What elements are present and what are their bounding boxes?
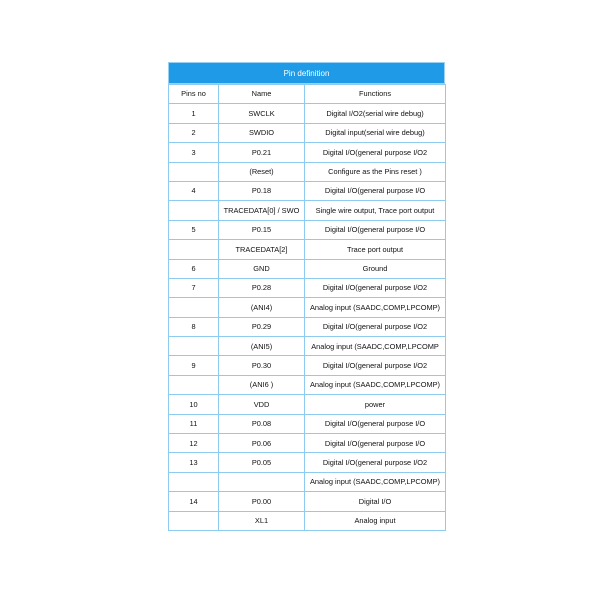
table-row bbox=[169, 259, 446, 278]
table-row bbox=[169, 278, 446, 297]
pin-function-cell: Digital I/O(general purpose I/O2 bbox=[305, 143, 446, 162]
table-row bbox=[169, 414, 446, 433]
pin-function-cell: Digital I/O(general purpose I/O bbox=[305, 414, 446, 433]
table-row bbox=[169, 240, 446, 259]
header-functions: Functions bbox=[305, 85, 446, 104]
pin-number-cell: 10 bbox=[169, 395, 219, 414]
pin-function-cell: Trace port output bbox=[305, 240, 446, 259]
pin-number-cell: 11 bbox=[169, 414, 219, 433]
table-row bbox=[169, 356, 446, 375]
table-row bbox=[169, 220, 446, 239]
table-row bbox=[169, 143, 446, 162]
pin-definition-sheet bbox=[168, 62, 445, 531]
table-row bbox=[169, 453, 446, 472]
pin-number-cell: 8 bbox=[169, 317, 219, 336]
pin-number-cell bbox=[169, 201, 219, 220]
pin-function-cell: Digital I/O(general purpose I/O2 bbox=[305, 453, 446, 472]
pin-function-cell: Analog input (SAADC,COMP,LPCOMP) bbox=[305, 375, 446, 394]
header-name: Name bbox=[219, 85, 305, 104]
pin-name-cell: P0.05 bbox=[219, 453, 305, 472]
pin-name-cell: P0.18 bbox=[219, 181, 305, 200]
pin-name-cell: P0.00 bbox=[219, 492, 305, 511]
table-row bbox=[169, 395, 446, 414]
table-row bbox=[169, 511, 446, 530]
pin-number-cell: 5 bbox=[169, 220, 219, 239]
pin-number-cell bbox=[169, 511, 219, 530]
pin-name-cell: (ANI5) bbox=[219, 337, 305, 356]
pin-number-cell: 4 bbox=[169, 181, 219, 200]
pin-function-cell: Analog input (SAADC,COMP,LPCOMP bbox=[305, 337, 446, 356]
table-row bbox=[169, 162, 446, 181]
pin-number-cell bbox=[169, 472, 219, 491]
pin-number-cell bbox=[169, 375, 219, 394]
pin-number-cell: 2 bbox=[169, 123, 219, 142]
pin-function-cell: Single wire output, Trace port output bbox=[305, 201, 446, 220]
header-row bbox=[169, 85, 446, 104]
table-row bbox=[169, 104, 446, 123]
pin-number-cell bbox=[169, 240, 219, 259]
pin-number-cell: 14 bbox=[169, 492, 219, 511]
pin-name-cell: SWCLK bbox=[219, 104, 305, 123]
pin-name-cell: P0.29 bbox=[219, 317, 305, 336]
pin-name-cell: SWDIO bbox=[219, 123, 305, 142]
table-row bbox=[169, 492, 446, 511]
pin-name-cell: (ANI6 ) bbox=[219, 375, 305, 394]
pin-function-cell: Digital I/O(general purpose I/O bbox=[305, 181, 446, 200]
pin-number-cell bbox=[169, 162, 219, 181]
pin-name-cell: (ANI4) bbox=[219, 298, 305, 317]
pin-name-cell: P0.08 bbox=[219, 414, 305, 433]
pin-name-cell: GND bbox=[219, 259, 305, 278]
pin-function-cell: Digital I/O2(serial wire debug) bbox=[305, 104, 446, 123]
pin-function-cell: Digital I/O(general purpose I/O2 bbox=[305, 356, 446, 375]
pin-number-cell: 9 bbox=[169, 356, 219, 375]
pin-number-cell: 12 bbox=[169, 434, 219, 453]
table-row bbox=[169, 201, 446, 220]
table-title: Pin definition bbox=[168, 62, 445, 84]
header-pins-no: Pins no bbox=[169, 85, 219, 104]
pin-name-cell: P0.30 bbox=[219, 356, 305, 375]
pin-function-cell: Analog input (SAADC,COMP,LPCOMP) bbox=[305, 298, 446, 317]
pin-function-cell: Digital I/O(general purpose I/O2 bbox=[305, 278, 446, 297]
pin-function-cell: Configure as the Pins reset ) bbox=[305, 162, 446, 181]
pin-number-cell: 7 bbox=[169, 278, 219, 297]
pin-function-cell: Digital I/O(general purpose I/O bbox=[305, 220, 446, 239]
pin-name-cell: (Reset) bbox=[219, 162, 305, 181]
pin-name-cell: TRACEDATA[2] bbox=[219, 240, 305, 259]
table-row bbox=[169, 317, 446, 336]
pin-table bbox=[168, 84, 446, 531]
pin-name-cell: VDD bbox=[219, 395, 305, 414]
pin-table-body bbox=[169, 85, 446, 531]
pin-name-cell: P0.28 bbox=[219, 278, 305, 297]
pin-number-cell: 3 bbox=[169, 143, 219, 162]
pin-function-cell: Ground bbox=[305, 259, 446, 278]
pin-name-cell: P0.21 bbox=[219, 143, 305, 162]
pin-name-cell: TRACEDATA[0] / SWO bbox=[219, 201, 305, 220]
pin-function-cell: Digital I/O bbox=[305, 492, 446, 511]
pin-function-cell: Digital I/O(general purpose I/O bbox=[305, 434, 446, 453]
pin-name-cell bbox=[219, 472, 305, 491]
pin-number-cell bbox=[169, 298, 219, 317]
table-row bbox=[169, 123, 446, 142]
pin-function-cell: Analog input (SAADC,COMP,LPCOMP) bbox=[305, 472, 446, 491]
pin-number-cell bbox=[169, 337, 219, 356]
pin-function-cell: Analog input bbox=[305, 511, 446, 530]
pin-name-cell: XL1 bbox=[219, 511, 305, 530]
table-row bbox=[169, 375, 446, 394]
pin-number-cell: 6 bbox=[169, 259, 219, 278]
table-row bbox=[169, 472, 446, 491]
pin-number-cell: 1 bbox=[169, 104, 219, 123]
pin-function-cell: Digital I/O(general purpose I/O2 bbox=[305, 317, 446, 336]
pin-name-cell: P0.06 bbox=[219, 434, 305, 453]
table-row bbox=[169, 434, 446, 453]
pin-function-cell: power bbox=[305, 395, 446, 414]
table-row bbox=[169, 298, 446, 317]
table-row bbox=[169, 181, 446, 200]
table-row bbox=[169, 337, 446, 356]
pin-number-cell: 13 bbox=[169, 453, 219, 472]
pin-function-cell: Digital input(serial wire debug) bbox=[305, 123, 446, 142]
pin-name-cell: P0.15 bbox=[219, 220, 305, 239]
